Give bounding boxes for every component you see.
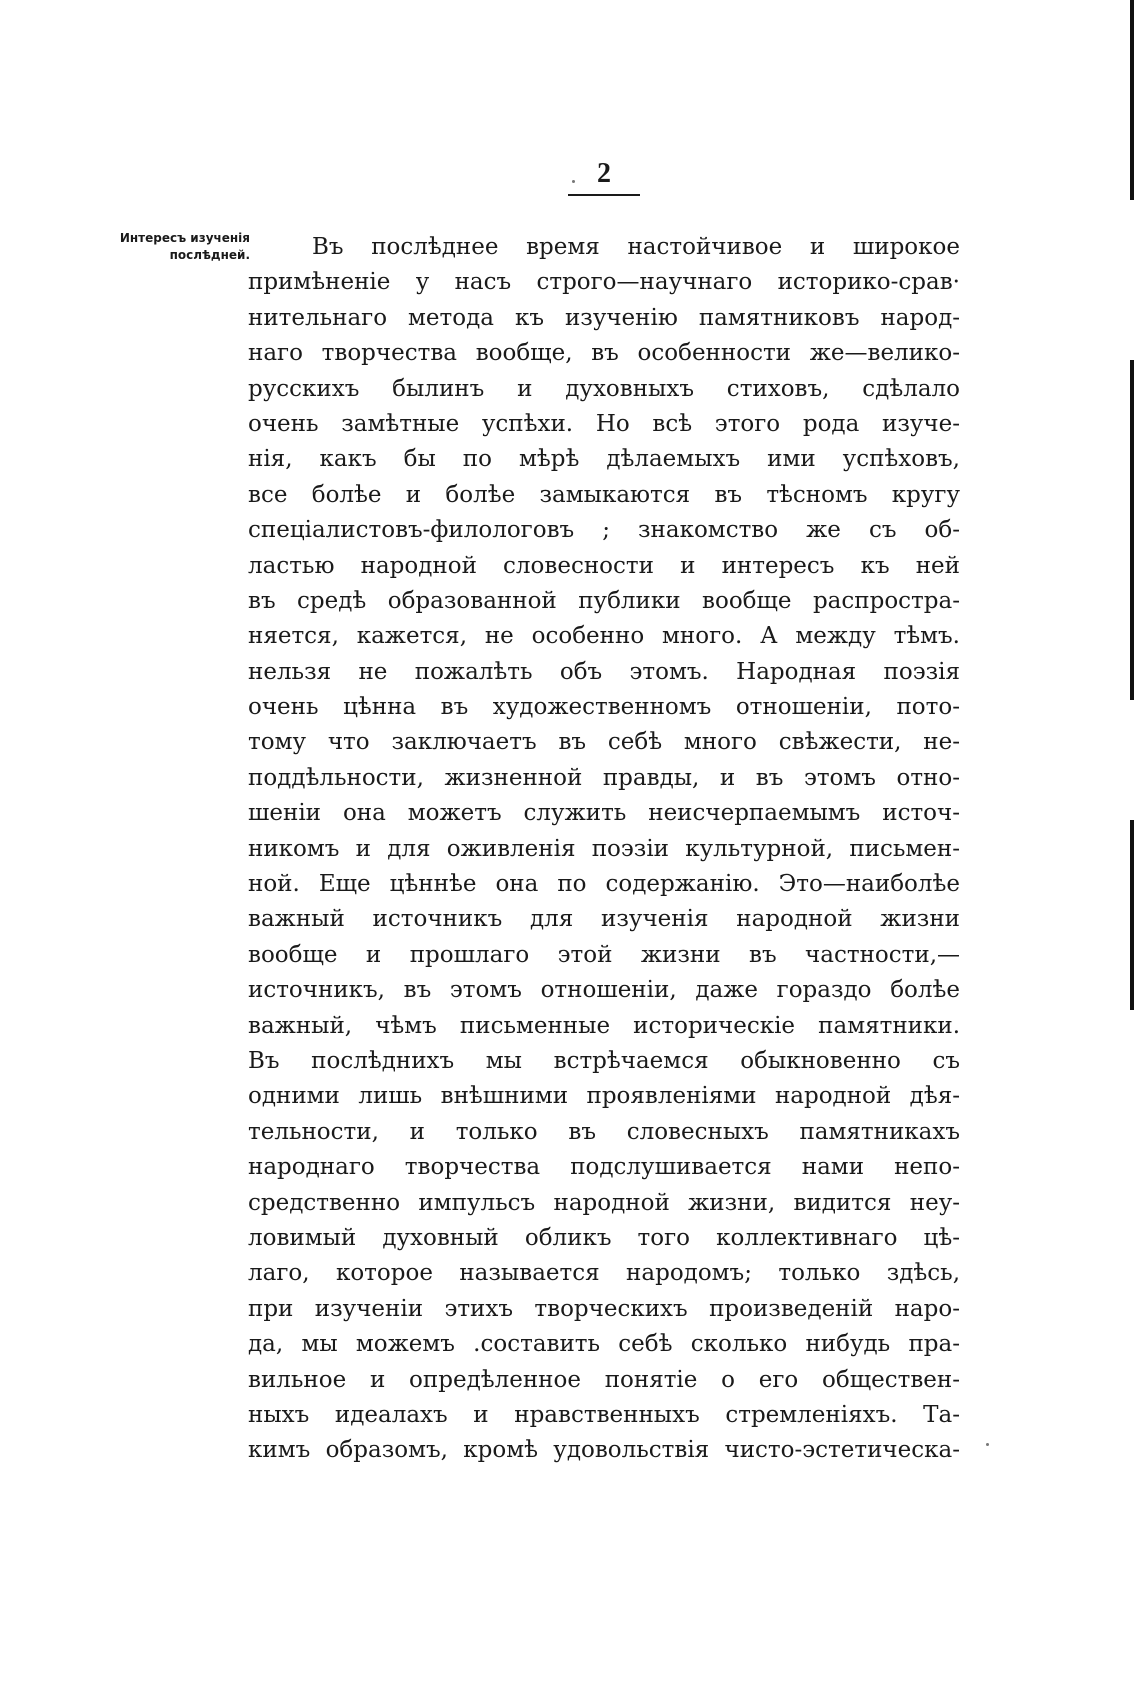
margin-note: Интересъ изученія послѣдней. bbox=[119, 231, 250, 262]
text-line: вильное и опредѣленное понятіе о его обществен- bbox=[248, 1366, 960, 1393]
text-line: поддѣльности, жизненной правды, и въ этомъ отно- bbox=[248, 764, 960, 791]
text-line: кимъ образомъ, кромѣ удовольствія чисто-эстетическа- bbox=[248, 1437, 960, 1464]
text-line: ловимый духовный обликъ того коллективнаго цѣ- bbox=[248, 1224, 960, 1251]
text-line: важный источникъ для изученія народной жизни bbox=[248, 906, 960, 933]
text-line: наго творчества вообще, въ особенности же—велико- bbox=[248, 340, 960, 367]
text-line: средственно импульсъ народной жизни, видится неу- bbox=[248, 1189, 960, 1216]
text-line: никомъ и для оживленія поэзіи культурной, письмен- bbox=[248, 835, 960, 862]
text-line: тельности, и только въ словесныхъ памятникахъ bbox=[248, 1118, 960, 1145]
scan-edge-shadow bbox=[1130, 360, 1134, 700]
text-line: Въ послѣднее время настойчивое и широкое bbox=[312, 234, 960, 260]
text-line: нельзя не пожалѣть объ этомъ. Народная поэзія bbox=[248, 658, 960, 685]
page-number: 2 bbox=[597, 158, 611, 189]
text-line: шеніи она можетъ служить неисчерпаемымъ источ- bbox=[248, 800, 960, 827]
text-line: одними лишь внѣшними проявленіями народной дѣя- bbox=[248, 1083, 960, 1110]
text-line: при изученіи этихъ творческихъ произведеній наро- bbox=[248, 1295, 960, 1322]
text-line: ластью народной словесности и интересъ къ ней bbox=[248, 552, 960, 579]
text-line: лаго, которое называется народомъ; только здѣсь, bbox=[248, 1260, 960, 1287]
body-text bbox=[248, 230, 960, 1469]
text-line: ныхъ идеалахъ и нравственныхъ стремленіяхъ. Та- bbox=[248, 1401, 960, 1428]
text-line: няется, кажется, не особенно много. А между тѣмъ. bbox=[248, 623, 960, 650]
text-line: очень замѣтные успѣхи. Но всѣ этого рода изуче- bbox=[248, 410, 960, 437]
page-number-rule bbox=[568, 194, 640, 196]
text-line: все болѣе и болѣе замыкаются въ тѣсномъ кругу bbox=[248, 481, 960, 508]
text-line: въ средѣ образованной публики вообще распростра- bbox=[248, 587, 960, 614]
scan-speck bbox=[572, 180, 575, 183]
text-line: важный, чѣмъ письменные историческіе памятники. bbox=[248, 1012, 960, 1039]
text-line: Въ послѣднихъ мы встрѣчаемся обыкновенно съ bbox=[248, 1047, 960, 1074]
text-line: примѣненіе у насъ строго—научнаго историко-срав· bbox=[248, 269, 960, 296]
text-line: спеціалистовъ-филологовъ ; знакомство же съ об- bbox=[248, 517, 960, 544]
scan-edge-shadow bbox=[1130, 0, 1134, 200]
text-line: нительнаго метода къ изученію памятниковъ народ- bbox=[248, 304, 960, 331]
text-line: источникъ, въ этомъ отношеніи, даже гораздо болѣе bbox=[248, 977, 960, 1004]
text-line: да, мы можемъ .составить себѣ сколько нибудь пра- bbox=[248, 1331, 960, 1358]
text-line: нія, какъ бы по мѣрѣ дѣлаемыхъ ими успѣховъ, bbox=[248, 446, 960, 473]
text-line: тому что заключаетъ въ себѣ много свѣжести, не- bbox=[248, 729, 960, 756]
text-line: очень цѣнна въ художественномъ отношеніи, пото- bbox=[248, 694, 960, 721]
text-line: вообще и прошлаго этой жизни въ частности,— bbox=[248, 941, 960, 968]
text-line: ной. Еще цѣннѣе она по содержанію. Это—наиболѣе bbox=[248, 871, 960, 898]
scan-speck bbox=[986, 1443, 989, 1446]
text-line: русскихъ былинъ и духовныхъ стиховъ, сдѣлало bbox=[248, 375, 960, 402]
text-line: народнаго творчества подслушивается нами непо- bbox=[248, 1154, 960, 1181]
scan-edge-shadow bbox=[1130, 820, 1134, 1010]
